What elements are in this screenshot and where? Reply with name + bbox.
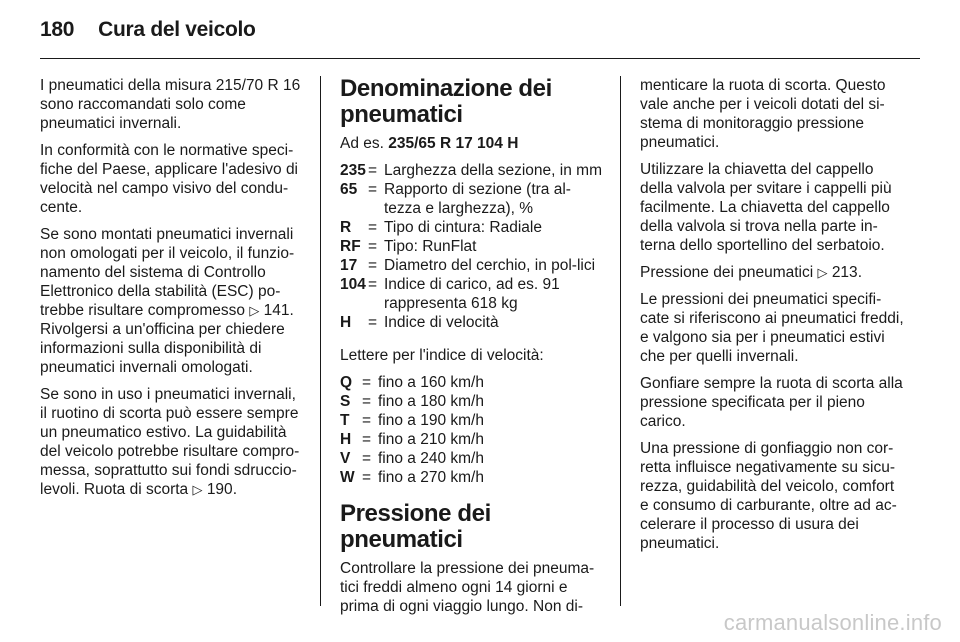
equals-sign: = (362, 374, 372, 391)
paragraph: Se sono montati pneumatici invernali non omologati per il veicolo, il funzio-namento del sistema di Controllo Elettronico della stabilità (ESC) po-trebbe risultare compromesso ▷ 141. Rivolgersi a un'officina per chiedere informazioni sulla disponibilità di pneumatici invernali omologati. (40, 226, 295, 376)
speed-row (340, 411, 604, 430)
speed-value: fino a 190 km/h (378, 412, 484, 429)
equals-sign: = (362, 431, 372, 448)
paragraph: Una pressione di gonfiaggio non cor-retta influisce negativamente su sicu-rezza, guidabilità del veicolo, comfort e consumo di carburante, oltre ad ac-celerare il processo di usura dei pneumatici. (640, 440, 897, 552)
paragraph: Le pressioni dei pneumatici specifi-cate si riferiscono ai pneumatici freddi, e valgono sia per i pneumatici estivi che per quelli invernali. (640, 291, 904, 365)
definition-row (340, 180, 604, 218)
speed-key: S (340, 393, 351, 410)
definition-value: Indice di carico, ad es. 91 rappresenta 618 kg (384, 276, 560, 312)
equals-sign: = (362, 412, 372, 429)
column-divider (320, 76, 321, 606)
example-line (340, 134, 604, 153)
page-ref[interactable]: 141 (263, 302, 290, 319)
equals-sign: = (368, 238, 378, 255)
definition-row (340, 237, 604, 256)
column-right (640, 76, 906, 561)
page-ref[interactable]: 213 (831, 264, 858, 281)
page-ref-arrow-icon: ▷ (192, 482, 203, 497)
column-left (40, 76, 306, 507)
equals-sign: = (368, 257, 378, 274)
page-ref[interactable]: 190 (206, 481, 233, 498)
speed-key: H (340, 431, 352, 448)
definition-row (340, 161, 604, 180)
equals-sign: = (368, 181, 378, 198)
chapter-title: Cura del veicolo (98, 18, 256, 41)
page-ref-arrow-icon: ▷ (817, 265, 828, 280)
equals-sign: = (368, 219, 378, 236)
definition-key: 17 (340, 257, 358, 274)
equals-sign: = (368, 162, 378, 179)
paragraph: Utilizzare la chiavetta del cappello della valvola per svitare i cappelli più facilmente. La chiavetta del cappello della valvola si trova nella parte in-terna dello sportellino del serbatoio. (640, 161, 892, 254)
definition-key: RF (340, 238, 361, 255)
paragraph: In conformità con le normative speci-fiche del Paese, applicare l'adesivo di velocità nel campo visivo del condu-cente. (40, 142, 299, 216)
definition-value: Indice di velocità (384, 314, 499, 331)
speed-row (340, 468, 604, 487)
column-divider (620, 76, 621, 606)
definition-row (340, 256, 604, 275)
equals-sign: = (362, 450, 372, 467)
equals-sign: = (362, 393, 372, 410)
paragraph-text: Rivolgersi a un'officina per chiedere informazioni sulla disponibilità di pneumatici invernali omologati. (40, 321, 285, 376)
column-middle (340, 76, 604, 624)
speed-row (340, 449, 604, 468)
speed-row (340, 392, 604, 411)
example-prefix: Ad es. (340, 135, 384, 152)
speed-key: V (340, 450, 351, 467)
paragraph: Gonfiare sempre la ruota di scorta alla pressione specificata per il pieno carico. (640, 375, 903, 430)
section-heading: Pressione dei pneumatici (340, 500, 491, 553)
paragraph: Pressione dei pneumatici ▷ 213. (640, 264, 862, 281)
speed-key: T (340, 412, 350, 429)
paragraph: Controllare la pressione dei pneuma-tici freddi almeno ogni 14 giorni e prima di ogni viaggio lungo. Non di- (340, 560, 595, 615)
paragraph: I pneumatici della misura 215/70 R 16 sono raccomandati solo come pneumatici invernali. (40, 77, 301, 132)
definition-key: H (340, 314, 352, 331)
equals-sign: = (368, 276, 378, 293)
paragraph: Se sono in uso i pneumatici invernali, il ruotino di scorta può essere sempre un pneumatico estivo. La guidabilità del veicolo potrebbe risultare compro-messa, soprattutto sui fondi sdruccio-levoli. Ruota di scorta ▷ 190. (40, 386, 300, 498)
definition-table (340, 161, 604, 332)
speed-value: fino a 180 km/h (378, 393, 484, 410)
definition-value: Diametro del cerchio, in pol-lici (384, 257, 596, 274)
definition-value: Tipo di cintura: Radiale (384, 219, 542, 236)
speed-index-table (340, 373, 604, 487)
speed-value: fino a 240 km/h (378, 450, 484, 467)
definition-key: R (340, 219, 352, 236)
definition-row (340, 313, 604, 332)
definition-value: Rapporto di sezione (tra al-tezza e larghezza), % (384, 181, 571, 217)
definition-key: 65 (340, 181, 358, 198)
definition-key: 235 (340, 162, 366, 179)
page-header (40, 18, 920, 59)
speed-key: Q (340, 374, 353, 391)
speed-intro: Lettere per l'indice di velocità: (340, 347, 544, 364)
speed-row (340, 430, 604, 449)
definition-row (340, 218, 604, 237)
paragraph: menticare la ruota di scorta. Questo vale anche per i veicoli dotati del si-stema di monitoraggio pressione pneumatici. (640, 77, 886, 151)
paragraph-text: Se sono montati pneumatici invernali non omologati per il veicolo, il funzio-namento del sistema di Controllo Elettronico della stabilità (ESC) po-trebbe risultare compromesso (40, 226, 295, 319)
definition-value: Tipo: RunFlat (384, 238, 477, 255)
speed-key: W (340, 469, 355, 486)
section-heading: Denominazione dei pneumatici (340, 75, 552, 128)
equals-sign: = (362, 469, 372, 486)
speed-value: fino a 270 km/h (378, 469, 484, 486)
definition-row (340, 275, 604, 313)
speed-value: fino a 210 km/h (378, 431, 484, 448)
equals-sign: = (368, 314, 378, 331)
definition-key: 104 (340, 276, 366, 293)
speed-row (340, 373, 604, 392)
paragraph-text: Pressione dei pneumatici (640, 264, 814, 281)
watermark: carmanualsonline.info (723, 610, 942, 635)
paragraph-text: Se sono in uso i pneumatici invernali, il ruotino di scorta può essere sempre un pneumatico estivo. La guidabilità del veicolo potrebbe risultare compro-messa, soprattutto sui fondi sdruccio-levoli. Ruota di scorta (40, 386, 300, 498)
page-ref-arrow-icon: ▷ (249, 303, 260, 318)
definition-value: Larghezza della sezione, in mm (384, 162, 602, 179)
page-number: 180 (40, 18, 75, 41)
speed-value: fino a 160 km/h (378, 374, 484, 391)
example-value: 235/65 R 17 104 H (388, 135, 519, 152)
